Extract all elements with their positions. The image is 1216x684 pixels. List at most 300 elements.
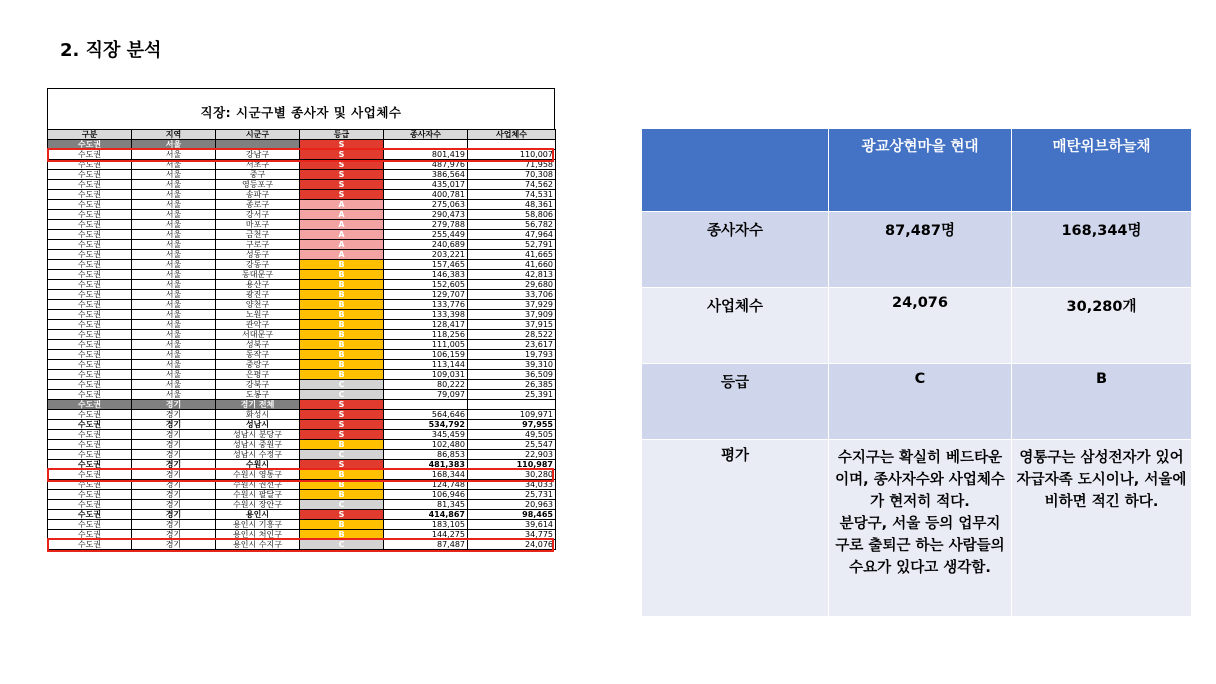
cell-employees: 113,144 <box>384 360 468 370</box>
cell-businesses: 71,958 <box>468 160 556 170</box>
cell-employees: 106,946 <box>384 490 468 500</box>
cell-employees: 290,473 <box>384 210 468 220</box>
cell-category: 수도권 <box>48 380 132 390</box>
cell-businesses: 23,617 <box>468 340 556 350</box>
workplace-data-table <box>47 129 556 550</box>
cell-businesses: 48,361 <box>468 200 556 210</box>
cell-region: 서울 <box>132 330 216 340</box>
cell-employees: 435,017 <box>384 180 468 190</box>
column-header: 구분 <box>48 130 132 140</box>
cell-category: 수도권 <box>48 220 132 230</box>
cell-category: 수도권 <box>48 500 132 510</box>
table-row <box>48 280 556 290</box>
cell-district: 수원시 <box>216 460 300 470</box>
table-row <box>48 400 556 410</box>
cell-employees: 102,480 <box>384 440 468 450</box>
cell-district: 화성시 <box>216 410 300 420</box>
cell-employees: 118,256 <box>384 330 468 340</box>
cell-businesses: 33,706 <box>468 290 556 300</box>
cell-category: 수도권 <box>48 180 132 190</box>
cell-region: 경기 <box>132 490 216 500</box>
cell-region: 경기 <box>132 530 216 540</box>
cell-region: 서울 <box>132 340 216 350</box>
grade-badge: S <box>300 180 384 190</box>
grade-badge: B <box>300 490 384 500</box>
grade-badge: B <box>300 520 384 530</box>
value-b: 168,344명 <box>1012 212 1192 288</box>
table-row <box>48 270 556 280</box>
cell-category: 수도권 <box>48 330 132 340</box>
cell-businesses: 74,562 <box>468 180 556 190</box>
cell-category: 수도권 <box>48 200 132 210</box>
grade-badge: S <box>300 170 384 180</box>
cell-employees: 279,788 <box>384 220 468 230</box>
table-row <box>48 180 556 190</box>
cell-employees: 133,776 <box>384 300 468 310</box>
row-label: 평가 <box>642 440 829 617</box>
cell-businesses: 34,775 <box>468 530 556 540</box>
table-row <box>48 200 556 210</box>
cell-employees: 183,105 <box>384 520 468 530</box>
cell-district: 은평구 <box>216 370 300 380</box>
workplace-table-image <box>47 88 555 643</box>
table-title-box <box>47 88 555 129</box>
cell-category: 수도권 <box>48 210 132 220</box>
cell-businesses: 41,665 <box>468 250 556 260</box>
cell-district: 성북구 <box>216 340 300 350</box>
cell-region: 경기 <box>132 450 216 460</box>
cell-category: 수도권 <box>48 460 132 470</box>
header-empty-cell <box>642 129 829 212</box>
grade-badge: S <box>300 410 384 420</box>
value-b: 30,280개 <box>1012 288 1192 364</box>
table-row <box>48 210 556 220</box>
row-employees <box>642 212 1192 288</box>
column-header: 시군구 <box>216 130 300 140</box>
cell-region: 서울 <box>132 290 216 300</box>
cell-businesses: 41,660 <box>468 260 556 270</box>
cell-district: 관악구 <box>216 320 300 330</box>
cell-employees: 128,417 <box>384 320 468 330</box>
grade-badge: B <box>300 360 384 370</box>
grade-badge: B <box>300 370 384 380</box>
cell-district: 수원시 장안구 <box>216 500 300 510</box>
cell-region: 서울 <box>132 190 216 200</box>
grade-badge: C <box>300 540 384 550</box>
table-row <box>48 510 556 520</box>
cell-district: 성남시 수정구 <box>216 450 300 460</box>
cell-district: 용인시 <box>216 510 300 520</box>
grade-badge: B <box>300 340 384 350</box>
cell-district: 동대문구 <box>216 270 300 280</box>
evaluation-b: 영통구는 삼성전자가 있어 자급자족 도시이나, 서울에 비하면 적긴 하다. <box>1012 440 1192 617</box>
table-row <box>48 290 556 300</box>
cell-district: 중구 <box>216 170 300 180</box>
cell-region: 경기 <box>132 510 216 520</box>
cell-businesses: 74,531 <box>468 190 556 200</box>
cell-district: 용인시 처인구 <box>216 530 300 540</box>
evaluation-a: 수지구는 확실히 베드타운이며, 종사자수와 사업체수가 현저히 적다. 분당구, 서울 등의 업무지구로 출퇴근 하는 사람들의 수요가 있다고 생각함. <box>829 440 1012 617</box>
comparison-table <box>641 128 1192 617</box>
grade-badge: B <box>300 530 384 540</box>
cell-district: 양천구 <box>216 300 300 310</box>
cell-category: 수도권 <box>48 530 132 540</box>
grade-badge: A <box>300 250 384 260</box>
cell-category: 수도권 <box>48 340 132 350</box>
cell-region: 경기 <box>132 540 216 550</box>
row-evaluation <box>642 440 1192 617</box>
cell-employees: 144,275 <box>384 530 468 540</box>
cell-businesses: 56,782 <box>468 220 556 230</box>
grade-badge: B <box>300 440 384 450</box>
cell-employees: 80,222 <box>384 380 468 390</box>
cell-category: 수도권 <box>48 410 132 420</box>
cell-region: 서울 <box>132 220 216 230</box>
cell-region: 서울 <box>132 260 216 270</box>
table-row <box>48 320 556 330</box>
grade-badge: A <box>300 240 384 250</box>
cell-businesses: 30,280 <box>468 470 556 480</box>
cell-businesses: 37,915 <box>468 320 556 330</box>
header-apt-a: 광교상현마을 현대 <box>829 129 1012 212</box>
table-row <box>48 410 556 420</box>
cell-employees: 564,646 <box>384 410 468 420</box>
value-b: B <box>1012 364 1192 440</box>
table-row <box>48 350 556 360</box>
table-row <box>48 390 556 400</box>
page-title: 2. 직장 분석 <box>60 40 162 61</box>
cell-businesses: 28,522 <box>468 330 556 340</box>
grade-badge: B <box>300 320 384 330</box>
cell-district: 강남구 <box>216 150 300 160</box>
cell-businesses: 98,465 <box>468 510 556 520</box>
cell-businesses: 34,033 <box>468 480 556 490</box>
grade-badge: A <box>300 200 384 210</box>
grade-badge: A <box>300 210 384 220</box>
cell-region: 서울 <box>132 380 216 390</box>
column-header: 지역 <box>132 130 216 140</box>
cell-district: 종로구 <box>216 200 300 210</box>
column-header: 등급 <box>300 130 384 140</box>
table-row <box>48 430 556 440</box>
cell-category: 수도권 <box>48 270 132 280</box>
cell-businesses: 36,509 <box>468 370 556 380</box>
grade-badge: C <box>300 390 384 400</box>
cell-employees: 168,344 <box>384 470 468 480</box>
cell-region: 서울 <box>132 140 216 150</box>
cell-category: 수도권 <box>48 540 132 550</box>
table-row <box>48 220 556 230</box>
cell-businesses: 22,903 <box>468 450 556 460</box>
cell-businesses: 20,963 <box>468 500 556 510</box>
cell-district: 수원시 팔달구 <box>216 490 300 500</box>
cell-district: 중랑구 <box>216 360 300 370</box>
cell-businesses: 97,955 <box>468 420 556 430</box>
cell-district: 금천구 <box>216 230 300 240</box>
cell-category: 수도권 <box>48 440 132 450</box>
cell-category: 수도권 <box>48 190 132 200</box>
highlight-box-yeongtong <box>47 468 554 482</box>
cell-employees: 275,063 <box>384 200 468 210</box>
cell-businesses: 42,813 <box>468 270 556 280</box>
cell-employees: 801,419 <box>384 150 468 160</box>
cell-region: 서울 <box>132 370 216 380</box>
grade-badge: B <box>300 470 384 480</box>
cell-category: 수도권 <box>48 310 132 320</box>
table-row <box>48 250 556 260</box>
cell-employees: 414,867 <box>384 510 468 520</box>
cell-employees: 255,449 <box>384 230 468 240</box>
cell-employees: 400,781 <box>384 190 468 200</box>
table-row <box>48 500 556 510</box>
header-apt-b: 매탄위브하늘채 <box>1012 129 1192 212</box>
cell-employees: 534,792 <box>384 420 468 430</box>
cell-businesses: 37,929 <box>468 300 556 310</box>
table-row <box>48 260 556 270</box>
cell-employees: 129,707 <box>384 290 468 300</box>
cell-region: 서울 <box>132 200 216 210</box>
cell-region: 경기 <box>132 460 216 470</box>
cell-region: 서울 <box>132 180 216 190</box>
cell-employees: 481,383 <box>384 460 468 470</box>
grade-badge: S <box>300 160 384 170</box>
cell-region: 서울 <box>132 360 216 370</box>
cell-businesses <box>468 400 556 410</box>
cell-businesses: 25,731 <box>468 490 556 500</box>
cell-employees: 86,853 <box>384 450 468 460</box>
cell-district: 영등포구 <box>216 180 300 190</box>
cell-category: 수도권 <box>48 400 132 410</box>
cell-district: 구로구 <box>216 240 300 250</box>
cell-category: 수도권 <box>48 240 132 250</box>
cell-region: 서울 <box>132 320 216 330</box>
grade-badge: S <box>300 510 384 520</box>
cell-region: 서울 <box>132 150 216 160</box>
value-a: 24,076 <box>829 288 1012 364</box>
cell-district: 경기 전체 <box>216 400 300 410</box>
value-a: C <box>829 364 1012 440</box>
cell-businesses: 24,076 <box>468 540 556 550</box>
cell-district: 마포구 <box>216 220 300 230</box>
table-row <box>48 340 556 350</box>
cell-category: 수도권 <box>48 140 132 150</box>
table-row <box>48 360 556 370</box>
cell-businesses: 70,308 <box>468 170 556 180</box>
cell-employees: 386,564 <box>384 170 468 180</box>
table-row <box>48 300 556 310</box>
cell-region: 경기 <box>132 480 216 490</box>
cell-district: 수원시 영통구 <box>216 470 300 480</box>
cell-category: 수도권 <box>48 450 132 460</box>
cell-employees: 345,459 <box>384 430 468 440</box>
cell-category: 수도권 <box>48 170 132 180</box>
cell-district: 성남시 분당구 <box>216 430 300 440</box>
value-a: 87,487명 <box>829 212 1012 288</box>
cell-employees: 109,031 <box>384 370 468 380</box>
cell-employees: 487,976 <box>384 160 468 170</box>
cell-region: 서울 <box>132 250 216 260</box>
cell-businesses: 47,964 <box>468 230 556 240</box>
cell-region: 서울 <box>132 170 216 180</box>
cell-businesses: 110,007 <box>468 150 556 160</box>
cell-businesses: 25,391 <box>468 390 556 400</box>
cell-businesses: 49,505 <box>468 430 556 440</box>
grade-badge: B <box>300 330 384 340</box>
cell-region: 서울 <box>132 310 216 320</box>
grade-badge: S <box>300 460 384 470</box>
cell-region: 경기 <box>132 420 216 430</box>
cell-category: 수도권 <box>48 300 132 310</box>
cell-employees: 79,097 <box>384 390 468 400</box>
grade-badge: S <box>300 150 384 160</box>
table-row <box>48 310 556 320</box>
cell-category: 수도권 <box>48 480 132 490</box>
grade-badge: S <box>300 140 384 150</box>
table-row <box>48 170 556 180</box>
grade-badge: C <box>300 500 384 510</box>
cell-region: 서울 <box>132 390 216 400</box>
cell-employees: 111,005 <box>384 340 468 350</box>
cell-district: 강동구 <box>216 260 300 270</box>
cell-region: 경기 <box>132 400 216 410</box>
cell-district: 서대문구 <box>216 330 300 340</box>
cell-category: 수도권 <box>48 510 132 520</box>
grade-badge: S <box>300 400 384 410</box>
cell-region: 경기 <box>132 410 216 420</box>
cell-district: 강북구 <box>216 380 300 390</box>
cell-district: 성남시 중원구 <box>216 440 300 450</box>
cell-region: 서울 <box>132 280 216 290</box>
cell-region: 서울 <box>132 300 216 310</box>
table-row <box>48 520 556 530</box>
grade-badge: B <box>300 270 384 280</box>
cell-district: 용인시 기흥구 <box>216 520 300 530</box>
cell-businesses: 39,614 <box>468 520 556 530</box>
cell-employees: 240,689 <box>384 240 468 250</box>
cell-region: 경기 <box>132 470 216 480</box>
grade-badge: C <box>300 380 384 390</box>
cell-category: 수도권 <box>48 320 132 330</box>
cell-region: 서울 <box>132 210 216 220</box>
row-businesses <box>642 288 1192 364</box>
table-row <box>48 230 556 240</box>
cell-district: 강서구 <box>216 210 300 220</box>
cell-category: 수도권 <box>48 290 132 300</box>
cell-employees: 203,221 <box>384 250 468 260</box>
cell-employees: 133,398 <box>384 310 468 320</box>
cell-employees: 157,465 <box>384 260 468 270</box>
cell-district: 성동구 <box>216 250 300 260</box>
cell-region: 서울 <box>132 230 216 240</box>
row-label: 등급 <box>642 364 829 440</box>
table-row <box>48 370 556 380</box>
grade-badge: B <box>300 310 384 320</box>
grade-badge: S <box>300 430 384 440</box>
cell-district: 성남시 <box>216 420 300 430</box>
cell-region: 경기 <box>132 520 216 530</box>
grade-badge: B <box>300 300 384 310</box>
cell-district: 수원시 권선구 <box>216 480 300 490</box>
table-row <box>48 490 556 500</box>
table-row <box>48 240 556 250</box>
cell-category: 수도권 <box>48 360 132 370</box>
cell-businesses: 52,791 <box>468 240 556 250</box>
cell-category: 수도권 <box>48 390 132 400</box>
grade-badge: B <box>300 350 384 360</box>
cell-employees: 87,487 <box>384 540 468 550</box>
table-header-row <box>48 130 556 140</box>
cell-category: 수도권 <box>48 260 132 270</box>
cell-region: 경기 <box>132 500 216 510</box>
cell-businesses: 29,680 <box>468 280 556 290</box>
cell-employees: 106,159 <box>384 350 468 360</box>
cell-category: 수도권 <box>48 430 132 440</box>
cell-employees: 81,345 <box>384 500 468 510</box>
cell-category: 수도권 <box>48 350 132 360</box>
cell-businesses: 39,310 <box>468 360 556 370</box>
cell-district: 용인시 수지구 <box>216 540 300 550</box>
cell-businesses: 25,547 <box>468 440 556 450</box>
grade-badge: A <box>300 220 384 230</box>
cell-region: 경기 <box>132 440 216 450</box>
grade-badge: C <box>300 450 384 460</box>
cell-district: 서초구 <box>216 160 300 170</box>
cell-category: 수도권 <box>48 280 132 290</box>
column-header: 사업체수 <box>468 130 556 140</box>
cell-district: 동작구 <box>216 350 300 360</box>
cell-district: 용산구 <box>216 280 300 290</box>
cell-employees: 146,383 <box>384 270 468 280</box>
row-grade <box>642 364 1192 440</box>
cell-businesses: 109,971 <box>468 410 556 420</box>
cell-category: 수도권 <box>48 370 132 380</box>
cell-district: 송파구 <box>216 190 300 200</box>
cell-employees: 152,605 <box>384 280 468 290</box>
cell-category: 수도권 <box>48 520 132 530</box>
grade-badge: B <box>300 480 384 490</box>
grade-badge: S <box>300 190 384 200</box>
table-row <box>48 450 556 460</box>
table-row <box>48 330 556 340</box>
table-row <box>48 440 556 450</box>
cell-district: 노원구 <box>216 310 300 320</box>
cell-region: 서울 <box>132 240 216 250</box>
cell-businesses: 19,793 <box>468 350 556 360</box>
cell-category: 수도권 <box>48 230 132 240</box>
cell-district: 광진구 <box>216 290 300 300</box>
column-header: 종사자수 <box>384 130 468 140</box>
cell-district: 도봉구 <box>216 390 300 400</box>
grade-badge: B <box>300 260 384 270</box>
row-label: 종사자수 <box>642 212 829 288</box>
cell-category: 수도권 <box>48 470 132 480</box>
cell-category: 수도권 <box>48 420 132 430</box>
table-row <box>48 420 556 430</box>
grade-badge: S <box>300 420 384 430</box>
table-title: 직장: 시군구별 종사자 및 사업체수 <box>200 105 402 120</box>
cell-businesses: 110,987 <box>468 460 556 470</box>
table-row <box>48 380 556 390</box>
cell-region: 서울 <box>132 270 216 280</box>
cell-category: 수도권 <box>48 250 132 260</box>
cell-category: 수도권 <box>48 160 132 170</box>
highlight-box-gangnam <box>47 148 554 162</box>
row-label: 사업체수 <box>642 288 829 364</box>
grade-badge: B <box>300 290 384 300</box>
cell-region: 서울 <box>132 160 216 170</box>
cell-category: 수도권 <box>48 490 132 500</box>
cell-businesses: 26,385 <box>468 380 556 390</box>
